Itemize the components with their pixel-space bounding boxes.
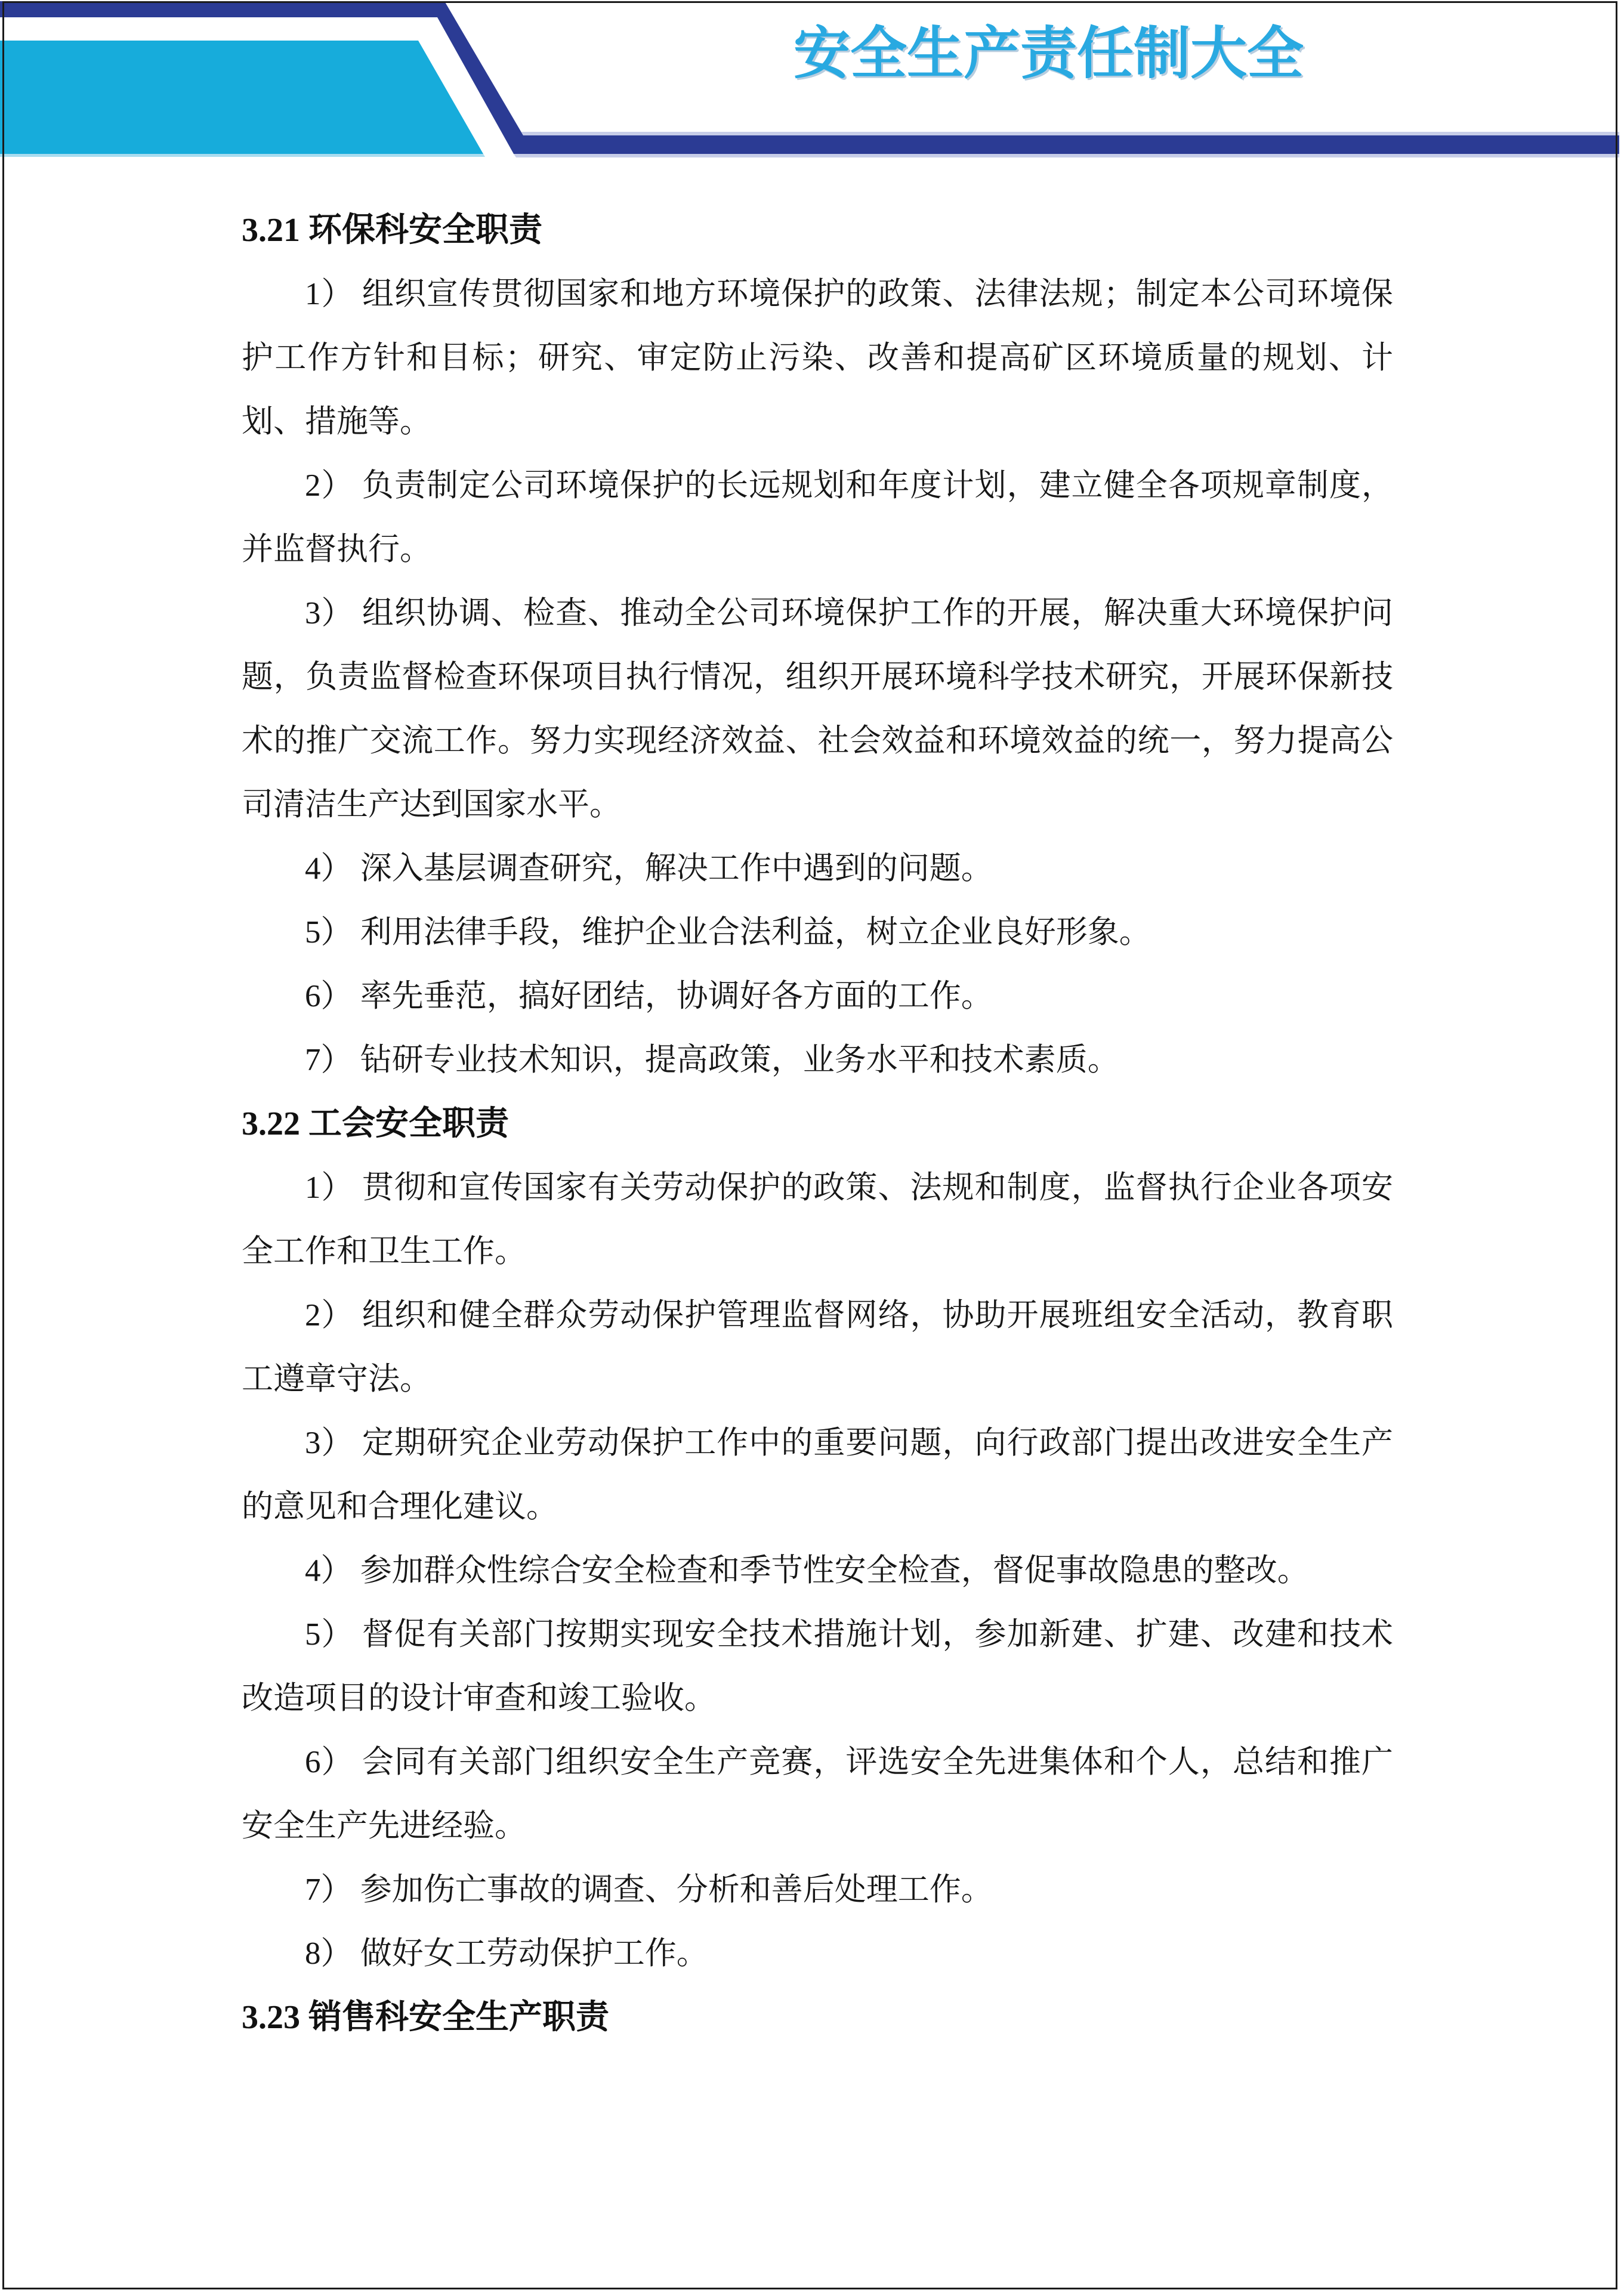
header-cyan-trapezoid bbox=[0, 41, 483, 154]
header-rule-top-edge bbox=[521, 132, 1619, 135]
paragraph: 5） 督促有关部门按期实现安全技术措施计划，参加新建、扩建、改建和技术改造项目的设计审查和竣工验收。 bbox=[242, 1617, 1393, 1716]
paragraph: 2） 组织和健全群众劳动保护管理监督网络，协助开展班组安全活动，教育职工遵章守法。 bbox=[242, 1298, 1393, 1396]
header-rule-bottom-edge bbox=[514, 154, 1619, 157]
paragraph: 7） 钻研专业技术知识，提高政策，业务水平和技术素质。 bbox=[305, 1043, 1119, 1077]
paragraph: 3） 定期研究企业劳动保护工作中的重要问题，向行政部门提出改进安全生产的意见和合理化建议。 bbox=[242, 1426, 1393, 1524]
paragraph: 4） 深入基层调查研究，解决工作中遇到的问题。 bbox=[305, 851, 993, 886]
section-heading-3-22: 3.22 工会安全职责 bbox=[242, 1105, 509, 1142]
page-title: 安全生产责任制大全 bbox=[794, 22, 1304, 85]
paragraph: 7） 参加伤亡事故的调查、分析和善后处理工作。 bbox=[305, 1872, 993, 1907]
section-heading-3-21: 3.21 环保科安全职责 bbox=[242, 212, 542, 249]
paragraph: 2） 负责制定公司环境保护的长远规划和年度计划，建立健全各项规章制度，并监督执行。 bbox=[242, 468, 1393, 567]
paragraph: 1） 贯彻和宣传国家有关劳动保护的政策、法规和制度，监督执行企业各项安全工作和卫生工作。 bbox=[242, 1170, 1393, 1269]
paragraph: 1） 组织宣传贯彻国家和地方环境保护的政策、法律法规；制定本公司环境保护工作方针和目标；研究、审定防止污染、改善和提高矿区环境质量的规划、计划、措施等。 bbox=[242, 277, 1393, 439]
paragraph: 4） 参加群众性综合安全检查和季节性安全检查，督促事故隐患的整改。 bbox=[305, 1553, 1309, 1588]
header-cyan-bottom-edge bbox=[0, 154, 485, 157]
paragraph: 8） 做好女工劳动保护工作。 bbox=[305, 1936, 708, 1971]
paragraph: 6） 会同有关部门组织安全生产竞赛，评选安全先进集体和个人，总结和推广安全生产先进经验。 bbox=[242, 1745, 1393, 1843]
paragraph: 3） 组织协调、检查、推动全公司环境保护工作的开展，解决重大环境保护问题，负责监督检查环保项目执行情况，组织开展环境科学技术研究，开展环保新技术的推广交流工作。努力实现经济效益、社会效益和环境效益的统一，努力提高公司清洁生产达到国家水平。 bbox=[242, 596, 1393, 822]
paragraph: 5） 利用法律手段，维护企业合法利益，树立企业良好形象。 bbox=[305, 915, 1151, 950]
section-heading-3-23: 3.23 销售科安全生产职责 bbox=[242, 1999, 609, 2036]
document-body bbox=[242, 199, 1393, 2050]
paragraph: 6） 率先垂范，搞好团结，协调好各方面的工作。 bbox=[305, 979, 993, 1013]
